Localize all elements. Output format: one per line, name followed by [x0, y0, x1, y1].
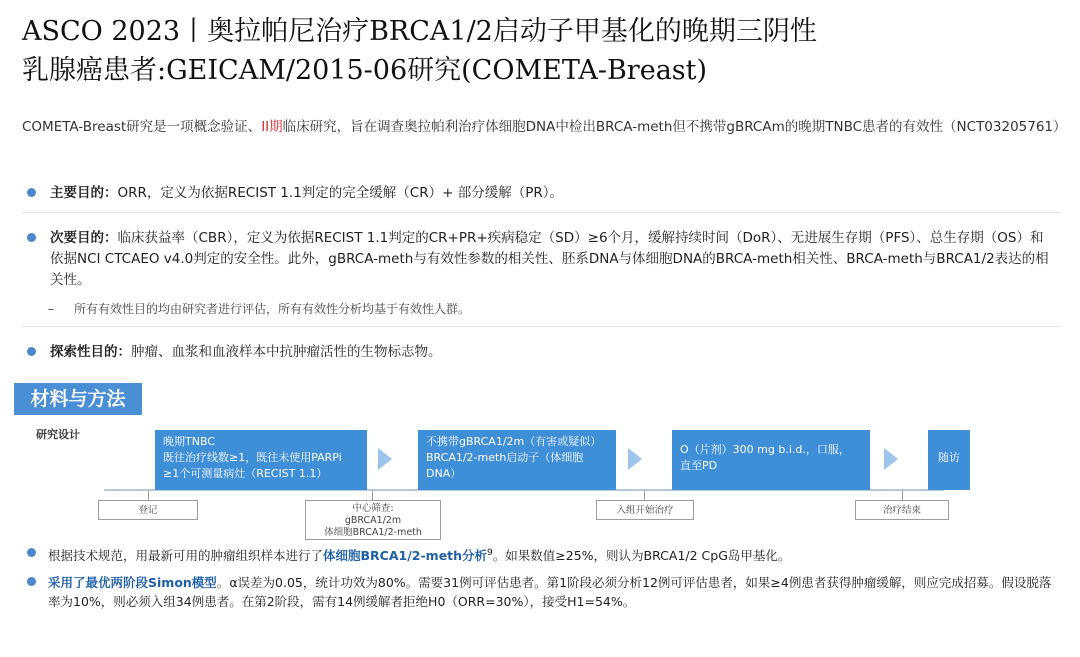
milestone-enrollment — [98, 500, 198, 520]
timeline-tick — [148, 490, 149, 500]
flow-box-line: BRCA1/2-meth启动子（体细胞 — [426, 451, 584, 464]
note-1-bold: 体细胞BRCA1/2-meth分析 — [323, 548, 488, 564]
bullet-dot-icon — [27, 577, 36, 586]
primary-objective-text: ORR，定义为依据RECIST 1.1判定的完全缓解（CR）+ 部分缓解（PR）。 — [117, 185, 563, 201]
secondary-objective-text: 临床获益率（CBR），定义为依据RECIST 1.1判定的CR+PR+疾病稳定（SD）≥6个月，缓解持续时间（DoR）、无进展生存期（PFS）、总生存期（OS）和依据NCI CTCAEO v4.0判定的安全性。此外，gBRCA-meth与有效性参数的相关性、胚系DNA与体细胞DNA的BRCA-meth相关性、BRCA-meth与BRCA1/2表达的相关性。 — [50, 230, 1049, 288]
flow-box-line: O（片剂）300 mg b.i.d.，口服， — [680, 443, 850, 456]
flow-box-follow-up-label: 随访 — [938, 451, 960, 464]
methylation-analysis-note — [22, 544, 1062, 565]
timeline-tick — [372, 490, 373, 500]
title-line-2: 乳腺癌患者:GEICAM/2015-06研究(COMETA-Breast) — [22, 55, 708, 86]
flow-box-line: 直至PD — [680, 459, 718, 472]
flow-box-screening-criteria — [418, 430, 616, 490]
timeline-tick — [902, 490, 903, 500]
note-1-pre: 根据技术规范，用最新可用的肿瘤组织样本进行了 — [48, 548, 324, 564]
bullet-dot-icon — [27, 548, 36, 557]
milestone-line: 体细胞BRCA1/2-meth — [324, 527, 422, 538]
flow-box-line: 晚期TNBC — [163, 435, 215, 448]
methods-section-title: 材料与方法 — [14, 383, 142, 415]
milestone-line: gBRCA1/2m — [344, 515, 402, 526]
phase-label: II期 — [261, 119, 283, 135]
flow-box-population — [155, 430, 367, 490]
flow-arrow-icon — [378, 448, 392, 470]
intro-text-1: COMETA-Breast研究是一项概念验证、 — [22, 119, 262, 135]
flow-box-treatment — [672, 430, 870, 490]
bullet-dot-icon — [27, 233, 36, 242]
study-design-label: 研究设计 — [36, 428, 80, 441]
milestone-start-treatment-label: 入组开始治疗 — [616, 505, 674, 516]
flow-box-follow-up — [928, 430, 970, 490]
flow-box-line: 不携带gBRCA1/2m（有害或疑似） — [426, 435, 602, 448]
milestone-start-treatment — [596, 500, 694, 520]
page-title — [22, 12, 1062, 90]
bullet-dot-icon — [27, 188, 36, 197]
flow-box-line: 既往治疗线数≥1，既往未使用PARPi — [163, 451, 342, 464]
milestone-end-treatment — [855, 500, 949, 520]
note-2-post: 。α误差为0.05，统计功效为80%。需要31例可评估患者。第1阶段必须分析12例可评估患者，如果≥4例患者获得肿瘤缓解，则应完成招募。假设脱落率为10%，则必须入组34例患者。在第2阶段，需有14例缓解者拒绝H0（ORR=30%），接受H1=54%。 — [48, 575, 1052, 609]
milestone-line: 中心筛查: — [352, 503, 394, 514]
note-2-bold: 采用了最优两阶段Simon模型 — [48, 575, 217, 590]
divider — [22, 212, 1062, 213]
milestone-end-treatment-label: 治疗结束 — [882, 505, 921, 516]
statistical-design-note — [22, 573, 1062, 611]
secondary-objective — [22, 228, 1052, 291]
title-line-1: ASCO 2023丨奥拉帕尼治疗BRCA1/2启动子甲基化的晚期三阴性 — [22, 16, 817, 47]
divider — [22, 326, 1062, 327]
note-1-sup: 9 — [487, 548, 493, 558]
exploratory-objective — [22, 342, 1052, 363]
timeline-tick — [644, 490, 645, 500]
milestone-enrollment-label: 登记 — [138, 505, 158, 516]
primary-objective-label: 主要目的： — [50, 185, 118, 201]
exploratory-objective-label: 探索性目的： — [50, 344, 131, 360]
milestone-central-screening — [305, 500, 441, 540]
exploratory-objective-text: 肿瘤、血浆和血液样本中抗肿瘤活性的生物标志物。 — [131, 344, 442, 360]
bullet-dot-icon — [27, 347, 36, 356]
dash-icon: – — [48, 302, 54, 316]
flow-box-line: ≥1个可测量病灶（RECIST 1.1） — [163, 467, 328, 480]
secondary-objective-label: 次要目的： — [50, 230, 118, 246]
intro-text-2: 临床研究，旨在调查奥拉帕利治疗体细胞DNA中检出BRCA-meth但不携带gBRCAm的晚期TNBC患者的有效性（NCT03205761） — [282, 119, 1067, 135]
flow-box-line: DNA） — [426, 467, 462, 480]
study-intro — [22, 117, 1067, 137]
note-1-post: 。如果数值≥25%，则认为BRCA1/2 CpG岛甲基化。 — [492, 548, 791, 564]
flow-arrow-icon — [884, 448, 898, 470]
flow-arrow-icon — [628, 448, 642, 470]
primary-objective — [22, 183, 1052, 204]
secondary-subnote-text: 所有有效性目的均由研究者进行评估，所有有效性分析均基于有效性人群。 — [74, 302, 471, 316]
secondary-subnote — [48, 300, 470, 317]
